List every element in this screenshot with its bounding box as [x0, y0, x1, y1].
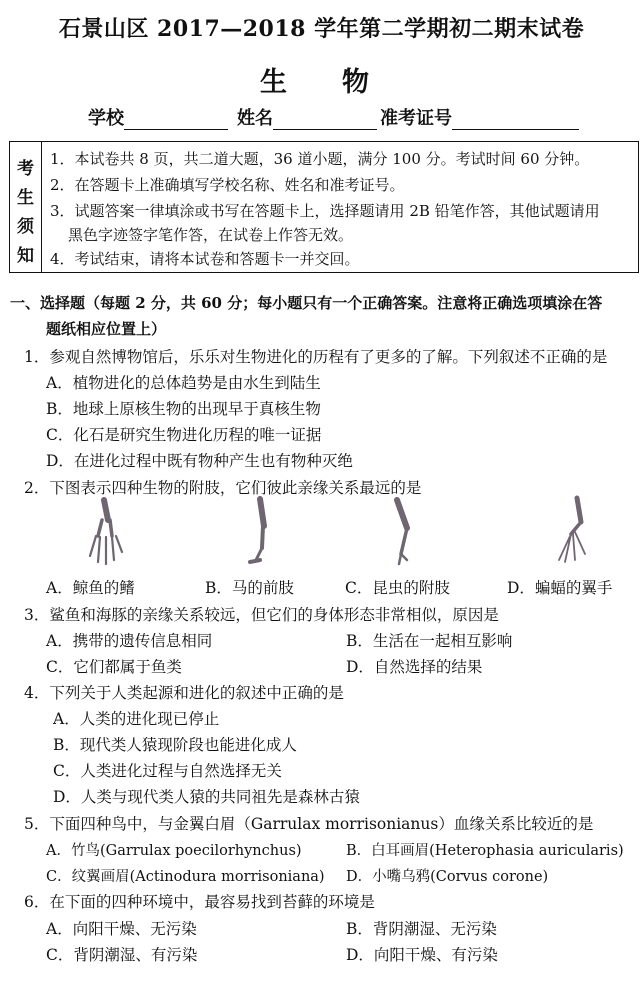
- notice-item: 4．考试结束，请将本试卷和答题卡一并交回。: [50, 250, 360, 268]
- school-label: 学校: [88, 108, 124, 129]
- section-heading: 一、选择题（每题 2 分，共 60 分；每小题只有一个正确答案。注意将正确选项填涂在答: [10, 294, 603, 312]
- notice-head-char: 生: [17, 188, 34, 208]
- option-a: A．植物进化的总体趋势是由水生到陆生: [46, 374, 321, 392]
- option-d: D．在进化过程中既有物种产生也有物种灭绝: [46, 452, 353, 470]
- id-blank[interactable]: [452, 111, 579, 130]
- option-b: B．现代类人猿现阶段也能进化成人: [53, 736, 297, 754]
- option-c: C．它们都属于鱼类: [46, 658, 182, 676]
- option-c: C．昆虫的附肢: [345, 579, 450, 597]
- option-b: B．地球上原核生物的出现早于真核生物: [46, 400, 321, 418]
- horse-forelimb-figure: [244, 496, 274, 568]
- option-d: D．自然选择的结果: [346, 658, 483, 676]
- option-b: B．生活在一起相互影响: [346, 632, 513, 650]
- option-a: A．鲸鱼的鳍: [46, 579, 135, 597]
- option-c: C．化石是研究生物进化历程的唯一证据: [46, 426, 322, 444]
- question-stem: 5．下面四种鸟中，与金翼白眉（Garrulax morrisonianus）血缘关系比较近的是: [24, 815, 594, 833]
- question-stem: 4．下列关于人类起源和进化的叙述中正确的是: [24, 684, 344, 702]
- option-b: B．白耳画眉(Heterophasia auricularis): [346, 843, 624, 859]
- notice-item: 3．试题答案一律填涂或书写在答题卡上，选择题请用 2B 铅笔作答，其他试题请用: [50, 202, 600, 220]
- option-d: D．向阳干燥、有污染: [346, 946, 498, 964]
- option-a: A．人类的进化现已停止: [53, 710, 220, 728]
- notice-head-char: 须: [17, 217, 34, 237]
- notice-item: 1．本试卷共 8 页，共二道大题，36 道小题，满分 100 分。考试时间 60 分钟。: [50, 150, 590, 168]
- option-a: A．携带的遗传信息相同: [46, 632, 213, 650]
- insect-appendage-figure: [389, 496, 419, 568]
- name-blank[interactable]: [273, 111, 377, 130]
- notice-head-char: 考: [17, 159, 34, 179]
- option-d: D．人类与现代类人猿的共同祖先是森林古猿: [53, 788, 360, 806]
- option-d: D．蝙蝠的翼手: [507, 579, 613, 597]
- question-stem: 6．在下面的四种环境中，最容易找到苔藓的环境是: [24, 893, 375, 911]
- question-stem: 2．下图表示四种生物的附肢，它们彼此亲缘关系最远的是: [24, 479, 422, 497]
- bat-wing-figure: [553, 494, 593, 566]
- name-field: [237, 104, 377, 130]
- option-b: B．马的前肢: [205, 579, 294, 597]
- option-c: C．纹翼画眉(Actinodura morrisoniana): [46, 869, 325, 885]
- notice-header: [10, 142, 42, 272]
- subject-title: 生 物: [260, 67, 383, 98]
- notice-box: [9, 141, 639, 273]
- id-label: 准考证号: [380, 108, 452, 129]
- notice-head-char: 知: [17, 246, 34, 266]
- option-d: D．小嘴乌鸦(Corvus corone): [346, 869, 549, 885]
- section-heading-cont: 题纸相应位置上）: [46, 320, 167, 338]
- option-a: A．竹鸟(Garrulax poecilorhynchus): [46, 843, 302, 859]
- exam-title: 石景山区 2017—2018 学年第二学期初二期末试卷: [58, 16, 585, 42]
- option-c: C．人类进化过程与自然选择无关: [53, 762, 282, 780]
- notice-item: 黑色字迹签字笔作答，在试卷上作答无效。: [68, 226, 354, 244]
- name-label: 姓名: [237, 108, 273, 129]
- notice-item: 2．在答题卡上准确填写学校名称、姓名和准考证号。: [50, 176, 405, 194]
- question-stem: 3．鲨鱼和海豚的亲缘关系较远，但它们的身体形态非常相似，原因是: [24, 606, 499, 624]
- option-a: A．向阳干燥、无污染: [46, 920, 197, 938]
- question-stem: 1．参观自然博物馆后，乐乐对生物进化的历程有了更多的了解。下列叙述不正确的是: [24, 348, 608, 366]
- id-field: [380, 104, 579, 130]
- school-blank[interactable]: [124, 111, 228, 130]
- option-c: C．背阴潮湿、有污染: [46, 946, 198, 964]
- whale-flipper-figure: [86, 496, 126, 568]
- school-field: [88, 104, 228, 130]
- option-b: B．背阴潮湿、无污染: [346, 920, 497, 938]
